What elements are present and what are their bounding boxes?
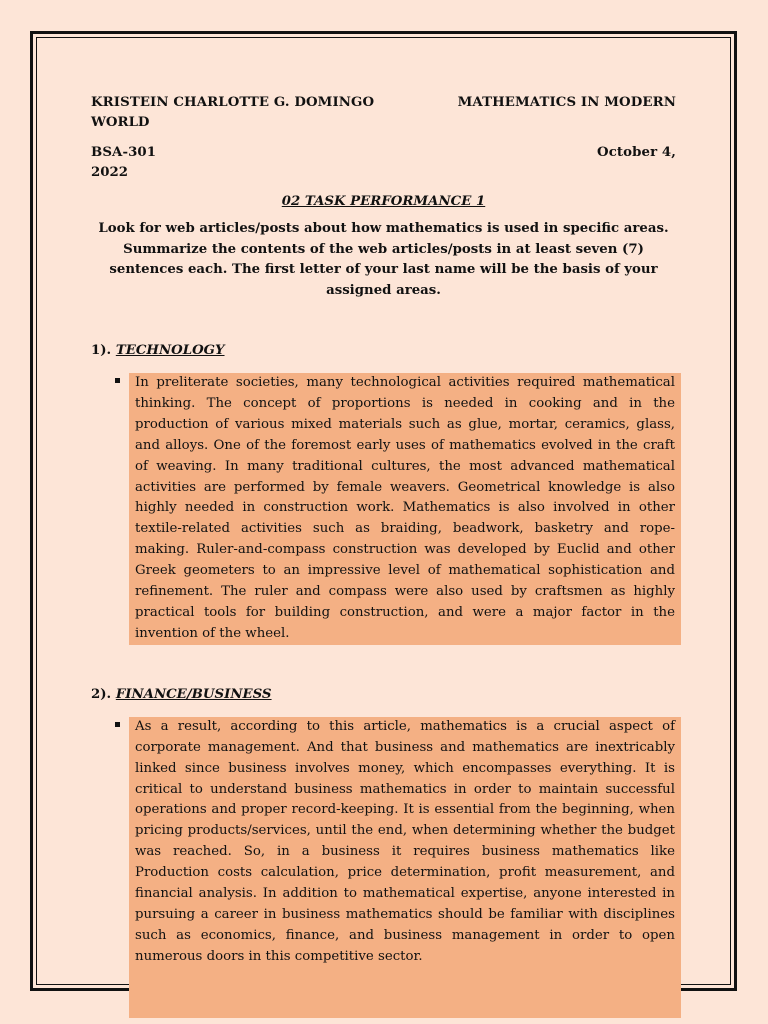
section-number: 1). <box>91 343 116 358</box>
submission-date: October 4, <box>597 145 676 160</box>
section-heading-finance <box>91 685 676 705</box>
section-topic: FINANCE/BUSINESS <box>115 686 272 702</box>
course-title: MATHEMATICS IN MODERN <box>457 95 676 110</box>
square-bullet-icon <box>115 378 120 383</box>
list-item <box>91 373 676 645</box>
header-line-2 <box>91 143 676 163</box>
document-body <box>91 93 676 1018</box>
section-number: 2). <box>91 686 116 702</box>
task-title: 02 TASK PERFORMANCE 1 <box>281 194 486 209</box>
header-line-1 <box>91 93 676 113</box>
submission-date-continued: 2022 <box>91 165 129 180</box>
section-heading-technology <box>91 341 676 361</box>
square-bullet-icon <box>115 722 120 727</box>
summary-paragraph-technology: In preliterate societies, many technological activities required mathematical thinking. The concept of proportions is needed in cooking and in the production of various mixed materials such as glue, mortar, ceramics, glass, and alloys. One of the foremost early uses of mathematics evolved in the craft of weaving. In many traditional cultures, the most advanced mathematical activities are performed by female weavers. Geometrical knowledge is also highly needed in construction work. Mathematics is also involved in other textile-related activities such as braiding, beadwork, basketry and rope-making. Ruler-and-compass construction was developed by Euclid and other Greek geometers to an impressive level of mathematical sophistication and refinement. The ruler and compass were also used by craftsmen as highly practical tools for building construction, and were a major factor in the invention of the wheel. <box>129 373 681 645</box>
list-item <box>91 717 676 1018</box>
course-title-continued: WORLD <box>91 115 150 130</box>
summary-paragraph-finance: As a result, according to this article, mathematics is a crucial aspect of corporate management. And that business and mathematics are inextricably linked since business involves money, which encompasses everything. It is critical to understand business mathematics in order to maintain successful operations and proper record-keeping. It is essential from the beginning, when pricing products/services, until the end, when determining whether the budget was reached. So, in a business it requires business mathematics like Production costs calculation, price determination, profit measurement, and financial analysis. In addition to mathematical expertise, anyone interested in pursuing a career in business mathematics should be familiar with disciplines such as economics, finance, and business management in order to open numerous doors in this competitive sector. <box>129 717 681 1018</box>
student-section: BSA-301 <box>91 145 157 160</box>
instructions: Look for web articles/posts about how mathematics is used in specific areas. Summarize the contents of the web articles/posts in at least seven (7) sentences each. The first letter of your last name will be the basis of your assigned areas. <box>98 221 669 298</box>
section-topic: TECHNOLOGY <box>115 343 225 358</box>
student-name: KRISTEIN CHARLOTTE G. DOMINGO <box>91 95 375 110</box>
